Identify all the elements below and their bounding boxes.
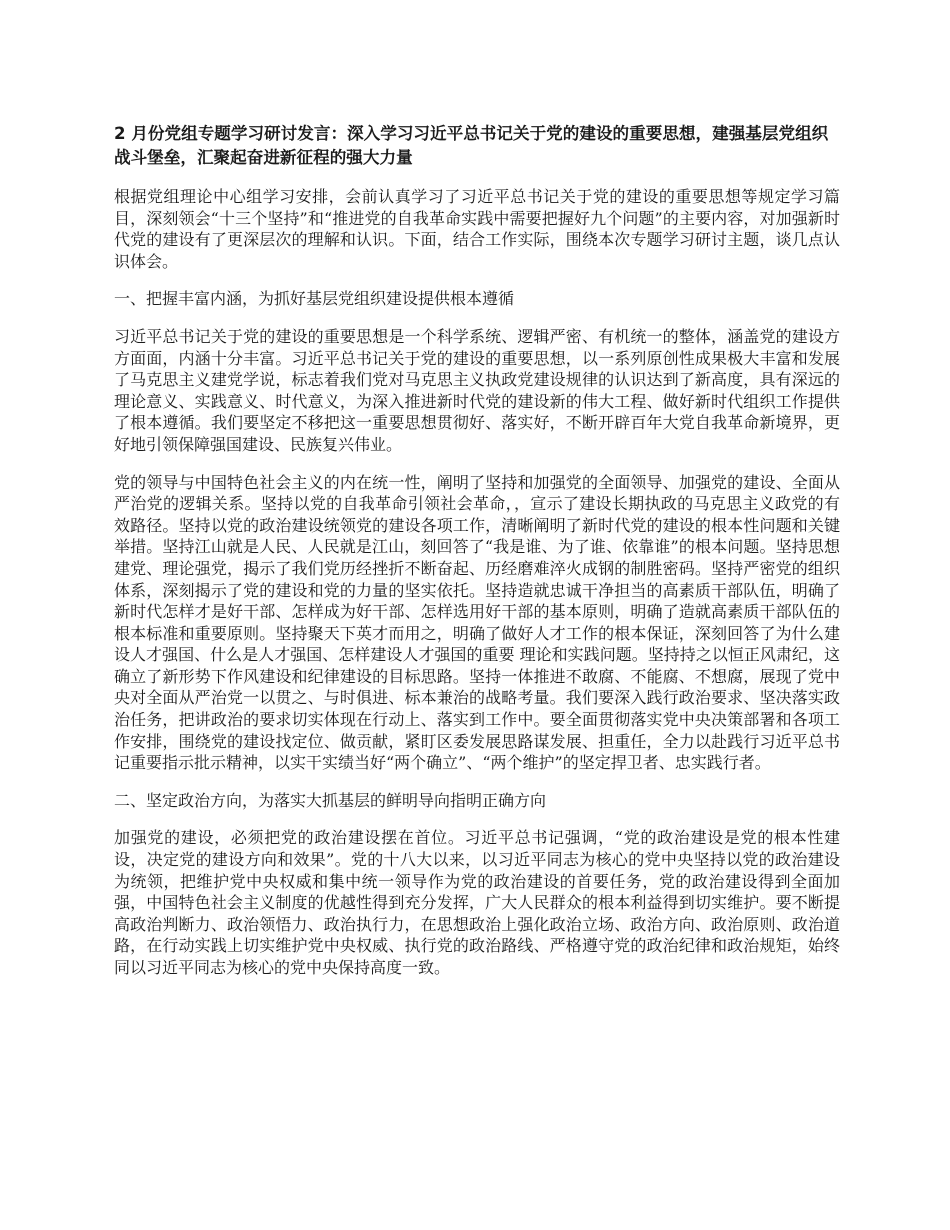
document-title: 2 月份党组专题学习研讨发言：深入学习习近平总书记关于党的建设的重要思想，建强基层党组织战斗堡垒，汇聚起奋进新征程的强大力量 [114,124,829,167]
section-1-heading: 一、把握丰富内涵，为抓好基层党组织建设提供根本遵循 [114,289,515,309]
section-1-paragraph-1: 习近平总书记关于党的建设的重要思想是一个科学系统、逻辑严密、有机统一的整体，涵盖党的建设方方面面，内涵十分丰富。习近平总书记关于党的建设的重要思想，以一系列原创性成果极大丰富和发展了马克思主义建党学说，标志着我们党对马克思主义执政党建设规律的认识达到了新高度，具有深远的理论意义、实践意义、时代意义，为深入推进新时代党的建设新的伟大工程、做好新时代组织工作提供了根本遵循。我们要坚定不移把这一重要思想贯彻好、落实好，不断开辟百年大党自我革命新境界，更好地引领保障强国建设、民族复兴伟业。 [114,326,840,454]
document-page [114,122,840,995]
section-2-heading: 二、坚定政治方向，为落实大抓基层的鲜明导向指明正确方向 [114,790,547,810]
intro-paragraph: 根据党组理论中心组学习安排，会前认真学习了习近平总书记关于党的建设的重要思想等规定学习篇目，深刻领会“十三个坚持”和“推进党的自我革命实践中需要把握好九个问题”的主要内容，对加强新时代党的建设有了更深层次的理解和认识。下面，结合工作实际，围绕本次专题学习研讨主题，谈几点认识体会。 [114,187,840,271]
section-2-paragraph-1: 加强党的建设，必须把党的政治建设摆在首位。习近平总书记强调，“党的政治建设是党的根本性建设，决定党的建设方向和效果”。党的十八大以来，以习近平同志为核心的党中央坚持以党的政治建设为统领，把维护党中央权威和集中统一领导作为党的政治建设的首要任务，党的政治建设得到全面加强，中国特色社会主义制度的优越性得到充分发挥，广大人民群众的根本利益得到切实维护。要不断提高政治判断力、政治领悟力、政治执行力，在思想政治上强化政治立场、政治方向、政治原则、政治道路，在行动实践上切实维护党中央权威、执行党的政治路线、严格遵守党的政治纪律和政治规矩，始终同以习近平同志为核心的党中央保持高度一致。 [114,828,840,977]
section-1-paragraph-2: 党的领导与中国特色社会主义的内在统一性，阐明了坚持和加强党的全面领导、加强党的建设、全面从严治党的逻辑关系。坚持以党的自我革命引领社会革命，，宣示了建设长期执政的马克思主义政党的有效路径。坚持以党的政治建设统领党的建设各项工作，清晰阐明了新时代党的建设的根本性问题和关键举措。坚持江山就是人民、人民就是江山，刻回答了“我是谁、为了谁、依靠谁”的根本问题。坚持思想建党、理论强党，揭示了我们党历经挫折不断奋起、历经磨难淬火成钢的制胜密码。坚持严密党的组织体系，深刻揭示了党的建设和党的力量的坚实依托。坚持造就忠诚干净担当的高素质干部队伍，明确了新时代怎样才是好干部、怎样成为好干部、怎样选用好干部的基本原则，明确了造就高素质干部队伍的根本标准和重要原则。坚持聚天下英才而用之，明确了做好人才工作的根本保证，深刻回答了为什么建设人才强国、什么是人才强国、怎样建设人才强国的重要 理论和实践问题。坚持持之以恒正风肃纪，这确立了新形势下作风建设和纪律建设的目标思路。坚持一体推进不敢腐、不能腐、不想腐，展现了党中央对全面从严治党一以贯之、与时俱进、标本兼治的战略考量。我们要深入践行政治要求、坚决落实政治任务，把讲政治的要求切实体现在行动上、落实到工作中。要全面贯彻落实党中央决策部署和各项工作安排，围绕党的建设找定位、做贡献，紧盯区委发展思路谋发展、担重任，全力以赴践行习近平总书记重要指示批示精神，以实干实绩当好“两个确立”、“两个维护”的坚定捍卫者、忠实践行者。 [114,472,840,773]
